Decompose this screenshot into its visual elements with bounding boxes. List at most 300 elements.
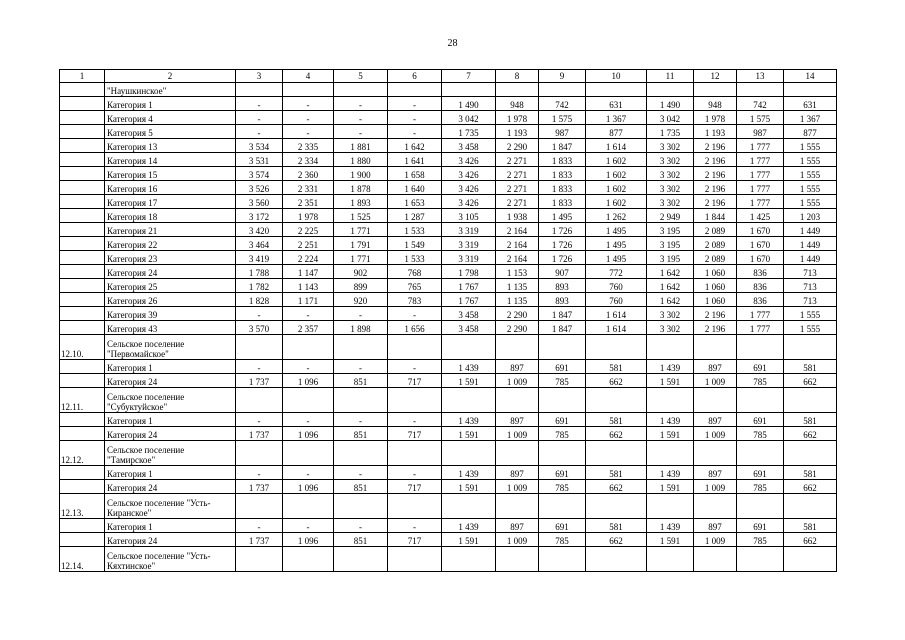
value-cell: 2 290 [496, 139, 539, 153]
value-cell: 1 767 [442, 279, 496, 293]
row-number: 12.13. [60, 494, 105, 519]
value-cell: 1 658 [388, 167, 442, 181]
value-cell: 1 096 [283, 374, 334, 388]
value-cell: 893 [539, 279, 586, 293]
value-cell: 1 009 [496, 427, 539, 441]
value-cell [283, 441, 334, 466]
value-cell: 1 591 [442, 427, 496, 441]
value-cell: 2 271 [496, 195, 539, 209]
value-cell: 1 777 [737, 167, 784, 181]
value-cell: 3 302 [647, 181, 694, 195]
value-cell: 581 [784, 360, 837, 374]
value-cell: 897 [496, 519, 539, 533]
value-cell: 785 [539, 374, 586, 388]
value-cell [784, 441, 837, 466]
row-number: 12.14. [60, 547, 105, 572]
value-cell: 3 042 [442, 111, 496, 125]
value-cell: 1 009 [694, 480, 737, 494]
column-header: 3 [236, 70, 283, 83]
value-cell: 2 089 [694, 251, 737, 265]
table-row [60, 111, 837, 125]
value-cell: 1 767 [442, 293, 496, 307]
value-cell: - [388, 97, 442, 111]
value-cell: 3 195 [647, 251, 694, 265]
column-header: 7 [442, 70, 496, 83]
row-name: Категория 24 [105, 374, 236, 388]
table-row [60, 279, 837, 293]
value-cell: 851 [334, 427, 388, 441]
row-number [60, 237, 105, 251]
row-name: Сельское поселение "Усть-Киранское" [105, 494, 236, 519]
row-name: Категория 24 [105, 533, 236, 547]
value-cell [784, 83, 837, 97]
value-cell: 1 735 [647, 125, 694, 139]
value-cell: 3 302 [647, 195, 694, 209]
value-cell: 3 570 [236, 321, 283, 335]
value-cell [539, 83, 586, 97]
value-cell: 662 [784, 374, 837, 388]
value-cell: 1 009 [694, 533, 737, 547]
value-cell: - [236, 413, 283, 427]
value-cell [694, 494, 737, 519]
value-cell: 1 555 [784, 195, 837, 209]
value-cell: 662 [586, 427, 647, 441]
value-cell: 1 449 [784, 251, 837, 265]
value-cell: 2 089 [694, 223, 737, 237]
value-cell: 1 777 [737, 153, 784, 167]
value-cell: 2 251 [283, 237, 334, 251]
value-cell: 1 771 [334, 251, 388, 265]
value-cell: 1 439 [442, 519, 496, 533]
row-name: Категория 17 [105, 195, 236, 209]
value-cell: - [388, 307, 442, 321]
value-cell: - [283, 97, 334, 111]
row-name: Категория 24 [105, 265, 236, 279]
value-cell: 1 555 [784, 321, 837, 335]
value-cell: 897 [496, 466, 539, 480]
column-header: 6 [388, 70, 442, 83]
row-number [60, 265, 105, 279]
value-cell [496, 441, 539, 466]
value-cell: 987 [737, 125, 784, 139]
value-cell: 691 [539, 413, 586, 427]
value-cell [388, 494, 442, 519]
value-cell: 1 096 [283, 533, 334, 547]
value-cell: 742 [737, 97, 784, 111]
value-cell: 1 439 [647, 413, 694, 427]
row-name: Категория 23 [105, 251, 236, 265]
value-cell [442, 335, 496, 360]
row-number [60, 279, 105, 293]
value-cell: 1 642 [647, 265, 694, 279]
value-cell: 1 737 [236, 533, 283, 547]
value-cell [442, 547, 496, 572]
value-cell: 3 302 [647, 139, 694, 153]
value-cell: 1 193 [694, 125, 737, 139]
value-cell [539, 494, 586, 519]
value-cell: 3 426 [442, 153, 496, 167]
value-cell: 3 420 [236, 223, 283, 237]
row-number [60, 97, 105, 111]
value-cell: 3 302 [647, 167, 694, 181]
value-cell: 1 009 [496, 480, 539, 494]
value-cell: 2 196 [694, 321, 737, 335]
value-cell: 1 602 [586, 153, 647, 167]
value-cell: 1 670 [737, 237, 784, 251]
value-cell: 899 [334, 279, 388, 293]
value-cell: 1 726 [539, 237, 586, 251]
value-cell: 1 591 [442, 480, 496, 494]
table-row [60, 307, 837, 321]
value-cell: - [283, 519, 334, 533]
value-cell: - [236, 519, 283, 533]
value-cell: 3 464 [236, 237, 283, 251]
value-cell: 3 426 [442, 195, 496, 209]
value-cell: 3 426 [442, 167, 496, 181]
row-name: Категория 13 [105, 139, 236, 153]
page-number: 28 [447, 38, 458, 49]
value-cell: 1 060 [694, 265, 737, 279]
value-cell: - [236, 97, 283, 111]
value-cell [283, 388, 334, 413]
value-cell: 1 614 [586, 307, 647, 321]
value-cell: 581 [586, 360, 647, 374]
value-cell: 1 726 [539, 251, 586, 265]
row-name: Категория 24 [105, 427, 236, 441]
value-cell: 3 426 [442, 181, 496, 195]
table-row [60, 335, 837, 360]
value-cell [784, 547, 837, 572]
value-cell: 1 439 [442, 360, 496, 374]
column-header: 8 [496, 70, 539, 83]
value-cell: 1 555 [784, 139, 837, 153]
value-cell [496, 335, 539, 360]
value-cell [236, 547, 283, 572]
value-cell: 1 096 [283, 427, 334, 441]
value-cell: 3 319 [442, 223, 496, 237]
table-row [60, 360, 837, 374]
value-cell: 1 495 [539, 209, 586, 223]
value-cell: 2 164 [496, 251, 539, 265]
value-cell: 2 334 [283, 153, 334, 167]
row-name: Категория 43 [105, 321, 236, 335]
value-cell: 1 555 [784, 307, 837, 321]
value-cell: 760 [586, 279, 647, 293]
value-cell: 948 [496, 97, 539, 111]
value-cell: 1 591 [442, 533, 496, 547]
value-cell: 1 847 [539, 307, 586, 321]
row-name: Категория 22 [105, 237, 236, 251]
value-cell: 1 009 [694, 374, 737, 388]
value-cell: - [236, 111, 283, 125]
value-cell: - [388, 125, 442, 139]
value-cell: 2 271 [496, 153, 539, 167]
value-cell: 3 534 [236, 139, 283, 153]
column-header: 11 [647, 70, 694, 83]
value-cell: 1 060 [694, 293, 737, 307]
value-cell: 1 490 [647, 97, 694, 111]
value-cell: 897 [694, 360, 737, 374]
value-cell: - [334, 413, 388, 427]
row-name: Сельское поселение "Тамирское" [105, 441, 236, 466]
value-cell [737, 388, 784, 413]
value-cell: 742 [539, 97, 586, 111]
value-cell: - [236, 360, 283, 374]
column-header: 13 [737, 70, 784, 83]
value-cell: 3 458 [442, 139, 496, 153]
value-cell: 631 [784, 97, 837, 111]
value-cell: 2 089 [694, 237, 737, 251]
value-cell: 1 771 [334, 223, 388, 237]
value-cell: - [388, 111, 442, 125]
value-cell: 691 [539, 360, 586, 374]
value-cell: 768 [388, 265, 442, 279]
row-number [60, 374, 105, 388]
value-cell [283, 83, 334, 97]
value-cell [784, 388, 837, 413]
value-cell [236, 83, 283, 97]
header-row [60, 70, 837, 83]
value-cell: 1 591 [647, 480, 694, 494]
value-cell: 1 670 [737, 223, 784, 237]
value-cell: 2 196 [694, 167, 737, 181]
value-cell [784, 335, 837, 360]
row-number [60, 466, 105, 480]
value-cell [647, 335, 694, 360]
value-cell: 785 [737, 427, 784, 441]
value-cell [539, 335, 586, 360]
row-name: Сельское поселение "Усть-Кяхтинское" [105, 547, 236, 572]
table-row [60, 374, 837, 388]
row-name: Категория 18 [105, 209, 236, 223]
row-name: Категория 26 [105, 293, 236, 307]
value-cell: 713 [784, 265, 837, 279]
value-cell: - [283, 413, 334, 427]
value-cell: 631 [586, 97, 647, 111]
value-cell: 1 533 [388, 251, 442, 265]
value-cell: 1 555 [784, 167, 837, 181]
value-cell: 1 614 [586, 321, 647, 335]
value-cell: 1 844 [694, 209, 737, 223]
value-cell: 3 458 [442, 321, 496, 335]
value-cell: 717 [388, 480, 442, 494]
value-cell: 717 [388, 427, 442, 441]
table-row [60, 466, 837, 480]
value-cell [737, 441, 784, 466]
value-cell: 1 591 [647, 427, 694, 441]
value-cell: 1 591 [647, 374, 694, 388]
value-cell [694, 335, 737, 360]
value-cell: 2 357 [283, 321, 334, 335]
value-cell: 1 439 [647, 466, 694, 480]
value-cell: - [388, 466, 442, 480]
value-cell [694, 83, 737, 97]
value-cell: 1 878 [334, 181, 388, 195]
value-cell: 662 [586, 374, 647, 388]
value-cell: 2 225 [283, 223, 334, 237]
value-cell: 772 [586, 265, 647, 279]
value-cell: 3 531 [236, 153, 283, 167]
value-cell: 2 949 [647, 209, 694, 223]
value-cell: - [334, 125, 388, 139]
value-cell [334, 388, 388, 413]
value-cell: 1 777 [737, 307, 784, 321]
row-name: "Наушкинское" [105, 83, 236, 97]
value-cell [236, 388, 283, 413]
value-cell: 1 737 [236, 374, 283, 388]
value-cell: 1 096 [283, 480, 334, 494]
value-cell: 785 [539, 533, 586, 547]
value-cell: 785 [737, 374, 784, 388]
value-cell: 1 009 [496, 374, 539, 388]
value-cell: 2 164 [496, 223, 539, 237]
table-row [60, 237, 837, 251]
value-cell [737, 547, 784, 572]
table-row [60, 388, 837, 413]
table-row [60, 533, 837, 547]
value-cell: 713 [784, 279, 837, 293]
value-cell [236, 441, 283, 466]
table-row [60, 480, 837, 494]
table-row [60, 223, 837, 237]
value-cell: 1 147 [283, 265, 334, 279]
value-cell: 851 [334, 480, 388, 494]
value-cell: 1 880 [334, 153, 388, 167]
table-row [60, 293, 837, 307]
value-cell: 717 [388, 374, 442, 388]
row-number: 12.11. [60, 388, 105, 413]
row-name: Сельское поселение "Первомайское" [105, 335, 236, 360]
value-cell: 662 [784, 480, 837, 494]
value-cell [784, 494, 837, 519]
value-cell: - [283, 111, 334, 125]
value-cell: 1 653 [388, 195, 442, 209]
value-cell: 1 009 [496, 533, 539, 547]
value-cell: 851 [334, 533, 388, 547]
value-cell: 1 737 [236, 427, 283, 441]
value-cell [694, 441, 737, 466]
value-cell: 2 290 [496, 321, 539, 335]
row-number [60, 195, 105, 209]
value-cell: 662 [784, 427, 837, 441]
value-cell: - [283, 307, 334, 321]
value-cell: 1 060 [694, 279, 737, 293]
value-cell: 1 591 [647, 533, 694, 547]
value-cell: - [388, 519, 442, 533]
value-cell [586, 547, 647, 572]
table-row [60, 413, 837, 427]
row-name: Сельское поселение "Субуктуйское" [105, 388, 236, 413]
row-name: Категория 15 [105, 167, 236, 181]
table-row [60, 167, 837, 181]
value-cell: 3 195 [647, 237, 694, 251]
value-cell [647, 494, 694, 519]
row-number [60, 480, 105, 494]
value-cell: 2 196 [694, 139, 737, 153]
row-number: 12.10. [60, 335, 105, 360]
value-cell: 662 [586, 480, 647, 494]
value-cell [539, 547, 586, 572]
table-body [60, 70, 837, 572]
value-cell: 897 [694, 413, 737, 427]
value-cell: 1 737 [236, 480, 283, 494]
value-cell: 581 [784, 413, 837, 427]
value-cell: 907 [539, 265, 586, 279]
value-cell: 1 642 [647, 293, 694, 307]
table-row [60, 427, 837, 441]
value-cell: 760 [586, 293, 647, 307]
value-cell: 2 196 [694, 307, 737, 321]
value-cell [586, 83, 647, 97]
row-number [60, 209, 105, 223]
value-cell [388, 547, 442, 572]
table-row [60, 494, 837, 519]
table-row [60, 125, 837, 139]
value-cell: 851 [334, 374, 388, 388]
value-cell: 987 [539, 125, 586, 139]
value-cell: 893 [539, 293, 586, 307]
value-cell: 1 602 [586, 167, 647, 181]
table-row [60, 181, 837, 195]
value-cell [694, 547, 737, 572]
value-cell: 1 978 [283, 209, 334, 223]
tariff-table [59, 69, 837, 572]
value-cell: 897 [496, 360, 539, 374]
value-cell: 1 777 [737, 321, 784, 335]
value-cell: 1 641 [388, 153, 442, 167]
value-cell [647, 388, 694, 413]
value-cell: 1 439 [442, 466, 496, 480]
value-cell: 1 525 [334, 209, 388, 223]
value-cell: 920 [334, 293, 388, 307]
value-cell: 783 [388, 293, 442, 307]
value-cell [647, 83, 694, 97]
value-cell: 902 [334, 265, 388, 279]
column-header: 2 [105, 70, 236, 83]
column-header: 4 [283, 70, 334, 83]
value-cell: 1 791 [334, 237, 388, 251]
row-name: Категория 39 [105, 307, 236, 321]
row-name: Категория 1 [105, 413, 236, 427]
value-cell [388, 83, 442, 97]
value-cell: 2 351 [283, 195, 334, 209]
value-cell: 662 [586, 533, 647, 547]
value-cell: 1 893 [334, 195, 388, 209]
row-number [60, 111, 105, 125]
row-name: Категория 4 [105, 111, 236, 125]
value-cell: 1 591 [442, 374, 496, 388]
value-cell: 1 449 [784, 223, 837, 237]
value-cell: 1 642 [388, 139, 442, 153]
table-row [60, 153, 837, 167]
value-cell: 691 [737, 466, 784, 480]
value-cell: 1 798 [442, 265, 496, 279]
value-cell: - [334, 360, 388, 374]
value-cell: 1 143 [283, 279, 334, 293]
value-cell: 2 331 [283, 181, 334, 195]
value-cell: 1 642 [647, 279, 694, 293]
row-number: 12.12. [60, 441, 105, 466]
row-number [60, 251, 105, 265]
value-cell: 1 575 [737, 111, 784, 125]
value-cell [694, 388, 737, 413]
table-row [60, 441, 837, 466]
value-cell: 1 193 [496, 125, 539, 139]
value-cell: 3 302 [647, 153, 694, 167]
value-cell [737, 335, 784, 360]
value-cell: 1 367 [784, 111, 837, 125]
value-cell: 713 [784, 293, 837, 307]
